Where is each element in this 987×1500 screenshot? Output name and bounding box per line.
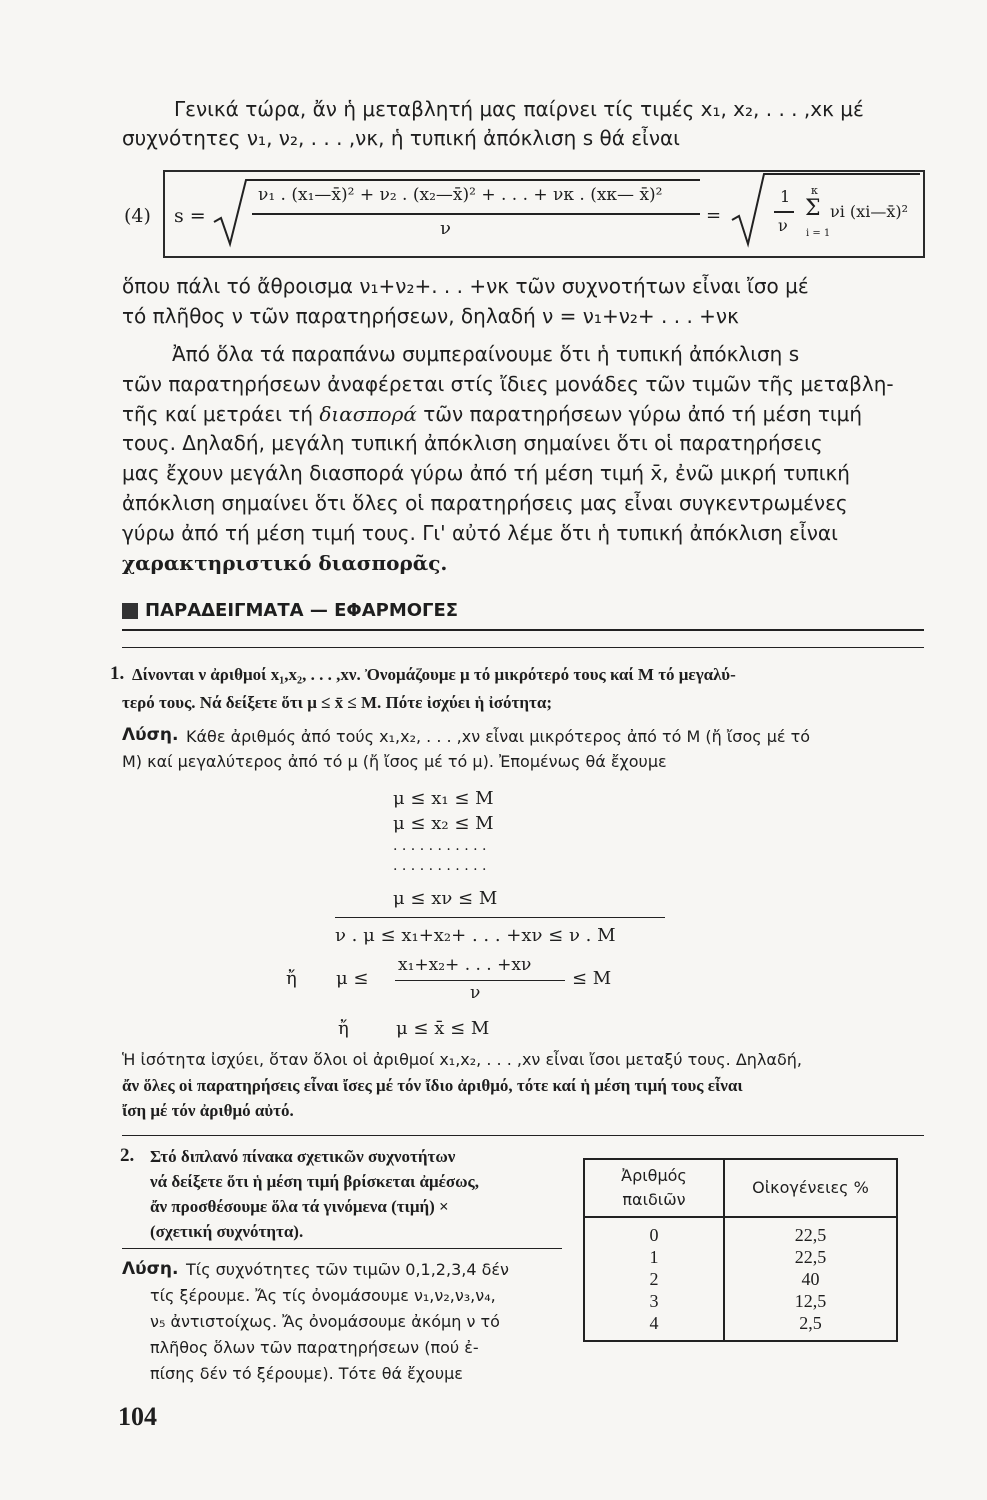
table-cell-percent: 12,5 bbox=[724, 1290, 897, 1312]
ex1-dots-1: . . . . . . . . . . . bbox=[393, 838, 487, 854]
ex1-frac-num: x₁+x₂+ . . . +xν bbox=[398, 955, 532, 975]
ex1-ineq-v: μ ≤ xν ≤ Μ bbox=[393, 888, 498, 909]
para2-line-2: τῶν παρατηρήσεων ἀναφέρεται στίς ἴδιες μονάδες τῶν τιμῶν τῆς μεταβλη- bbox=[122, 372, 894, 396]
section-rule-top bbox=[122, 629, 924, 631]
formula-frac-num: 1 bbox=[780, 187, 791, 206]
ex1-solution-2: Μ) καί μεγαλύτερος ἀπό τό μ (ἤ ἴσος μέ τό μ). Ἐπομένως θά ἔχουμε bbox=[122, 752, 667, 771]
intro-line-2: συχνότητες ν₁, ν₂, . . . ,νκ, ἡ τυπική ἀπόκλιση s θά εἶναι bbox=[122, 126, 680, 150]
ex1-frac-rhs: ≤ Μ bbox=[572, 968, 612, 989]
formula-sigma: Σ bbox=[805, 196, 821, 221]
ex1-equality-1: Ἡ ἰσότητα ἰσχύει, ὅταν ὅλοι οἱ ἀριθμοί x₁,x₂, . . . ,xν εἶναι ἴσοι μεταξύ τους. Δηλαδή, bbox=[122, 1050, 802, 1069]
para1-line-1: ὅπου πάλι τό ἄθροισμα ν₁+ν₂+. . . +νκ τῶν συχνοτήτων εἶναι ἴσο μέ bbox=[122, 274, 809, 298]
ex2-solution-3: ν₅ ἀντιστοίχως. Ἄς ὀνομάσουμε ἀκόμη ν τό bbox=[150, 1312, 500, 1331]
table-cell-children: 1 bbox=[584, 1246, 724, 1268]
ex2-solution-5: πίσης δέν τό ξέρουμε). Τότε θά ἔχουμε bbox=[150, 1364, 463, 1383]
ex1-or-2: ἤ bbox=[338, 1018, 349, 1039]
para2-line-6: ἀπόκλιση σημαίνει ὅτι ὅλες οἱ παρατηρήσεις μας εἶναι συγκεντρωμένες bbox=[122, 491, 848, 515]
frequency-table bbox=[583, 1158, 898, 1342]
intro-line-1: Γενικά τώρα, ἄν ἡ μεταβλητή μας παίρνει τίς τιμές x₁, x₂, . . . ,xκ μέ bbox=[174, 97, 864, 121]
ex2-solution-1: Τίς συχνότητες τῶν τιμῶν 0,1,2,3,4 δέν bbox=[186, 1260, 509, 1279]
ex2-question-4: (σχετική συχνότητα). bbox=[150, 1222, 304, 1241]
ex2-number: 2. bbox=[120, 1145, 135, 1166]
table-row bbox=[584, 1217, 897, 1246]
section-square-icon bbox=[122, 603, 138, 619]
ex1-question-2: τερό τους. Νά δείξετε ὅτι μ ≤ x̄ ≤ Μ. Πότε ἰσχύει ἡ ἰσότητα; bbox=[122, 693, 552, 712]
para2-line-1: Ἀπό ὅλα τά παραπάνω συμπεραίνουμε ὅτι ἡ τυπική ἀπόκλιση s bbox=[172, 342, 800, 366]
para2-line-3: τῆς καί μετράει τή διασπορά τῶν παρατηρήσεων γύρω ἀπό τή μέση τιμή bbox=[122, 402, 863, 426]
ex1-frac-den: ν bbox=[470, 983, 481, 1003]
ex1-solution-1: Κάθε ἀριθμός ἀπό τούς x₁,x₂, . . . ,xν εἶναι μικρότερος ἀπό τό Μ (ἤ ἴσος μέ τό bbox=[186, 727, 811, 746]
formula-frac-den: ν bbox=[778, 216, 788, 235]
ex-divider bbox=[122, 1135, 924, 1136]
formula-equals: = bbox=[706, 205, 722, 226]
ex2-solution-4: πλῆθος ὅλων τῶν παρατηρήσεων (πού ἐ- bbox=[150, 1338, 479, 1357]
table-header-children: Ἀριθμός παιδιῶν bbox=[584, 1159, 724, 1217]
formula-label: (4) bbox=[124, 205, 151, 227]
ex1-or-1: ἤ bbox=[286, 968, 297, 989]
emphasis-dispersion: διασπορά bbox=[319, 402, 417, 426]
table-cell-children: 0 bbox=[584, 1217, 724, 1246]
ex1-sum: ν . μ ≤ x₁+x₂+ . . . +xν ≤ ν . Μ bbox=[335, 925, 616, 946]
table-cell-percent: 22,5 bbox=[724, 1246, 897, 1268]
ex2-rule bbox=[122, 1248, 562, 1249]
formula-sigma-bottom: i = 1 bbox=[806, 228, 831, 239]
para1-line-2: τό πλῆθος ν τῶν παρατηρήσεων, δηλαδή ν = ν₁+ν₂+ . . . +νκ bbox=[122, 304, 739, 328]
formula-numerator: ν₁ . (x₁—x̄)² + ν₂ . (x₂—x̄)² + . . . + νκ . (xκ— x̄)² bbox=[258, 185, 663, 205]
ex1-solution-label: Λύση. bbox=[122, 725, 179, 745]
para2-line-4: τους. Δηλαδή, μεγάλη τυπική ἀπόκλιση σημαίνει ὅτι οἱ παρατηρήσεις bbox=[122, 431, 823, 455]
ex1-number: 1. bbox=[110, 663, 125, 684]
ex2-question-3: ἄν προσθέσουμε ὅλα τά γινόμενα (τιμή) × bbox=[150, 1197, 449, 1216]
formula-denominator: ν bbox=[440, 218, 451, 239]
para2-line-8-term: χαρακτηριστικό διασπορᾶς. bbox=[122, 551, 448, 575]
section-rule-bottom bbox=[122, 647, 924, 648]
ex2-question-1: Στό διπλανό πίνακα σχετικῶν συχνοτήτων bbox=[150, 1147, 456, 1166]
table-cell-percent: 2,5 bbox=[724, 1312, 897, 1341]
table-row bbox=[584, 1268, 897, 1290]
ex1-ineq-2: μ ≤ x₂ ≤ Μ bbox=[393, 813, 494, 834]
formula-sigma-top: κ bbox=[811, 184, 818, 197]
ex1-dots-2: . . . . . . . . . . . bbox=[393, 858, 487, 874]
ex1-equality-2: ἄν ὅλες οἱ παρατηρήσεις εἶναι ἴσες μέ τόν ἴδιο ἀριθμό, τότε καί ἡ μέση τιμή τους εἶναι bbox=[122, 1076, 743, 1095]
table-header-families: Οἰκογένειες % bbox=[724, 1159, 897, 1217]
table-cell-children: 4 bbox=[584, 1312, 724, 1341]
table-row bbox=[584, 1290, 897, 1312]
ex2-question-2: νά δείξετε ὅτι ἡ μέση τιμή βρίσκεται ἀμέσως, bbox=[150, 1172, 479, 1191]
page-number: 104 bbox=[118, 1402, 157, 1431]
table-cell-children: 2 bbox=[584, 1268, 724, 1290]
section-title: ΠΑΡΑΔΕΙΓΜΑΤΑ — ΕΦΑΡΜΟΓΕΣ bbox=[145, 600, 459, 621]
table-cell-percent: 40 bbox=[724, 1268, 897, 1290]
formula-lhs: s = bbox=[174, 205, 206, 227]
formula-term: νi (xi—x̄)² bbox=[830, 202, 908, 221]
ex1-frac-bar bbox=[395, 980, 565, 981]
ex1-question-1: Δίνονται ν ἀριθμοί x₁,x₂, . . . ,xν. Ὀνομάζουμε μ τό μικρότερό τους καί Μ τό μεγαλύ- bbox=[132, 665, 736, 684]
ex1-sum-rule bbox=[335, 917, 665, 918]
ex1-result: μ ≤ x̄ ≤ Μ bbox=[396, 1018, 490, 1039]
table-row bbox=[584, 1246, 897, 1268]
ex2-solution-label: Λύση. bbox=[122, 1259, 179, 1279]
para2-line-5: μας ἔχουν μεγάλη διασπορά γύρω ἀπό τή μέση τιμή x̄, ἐνῶ μικρή τυπική bbox=[122, 461, 850, 485]
ex2-solution-2: τίς ξέρουμε. Ἄς τίς ὀνομάσουμε ν₁,ν₂,ν₃,ν₄, bbox=[150, 1286, 496, 1305]
ex1-ineq-1: μ ≤ x₁ ≤ Μ bbox=[393, 788, 494, 809]
para2-line-7: γύρω ἀπό τή μέση τιμή τους. Γι' αὐτό λέμε ὅτι ἡ τυπική ἀπόκλιση εἶναι bbox=[122, 521, 838, 545]
table-cell-percent: 22,5 bbox=[724, 1217, 897, 1246]
table-cell-children: 3 bbox=[584, 1290, 724, 1312]
table-row bbox=[584, 1312, 897, 1341]
table-header-row bbox=[584, 1159, 897, 1217]
ex1-equality-3: ἴση μέ τόν ἀριθμό αὐτό. bbox=[122, 1101, 294, 1120]
ex1-frac-lhs: μ ≤ bbox=[336, 968, 369, 989]
